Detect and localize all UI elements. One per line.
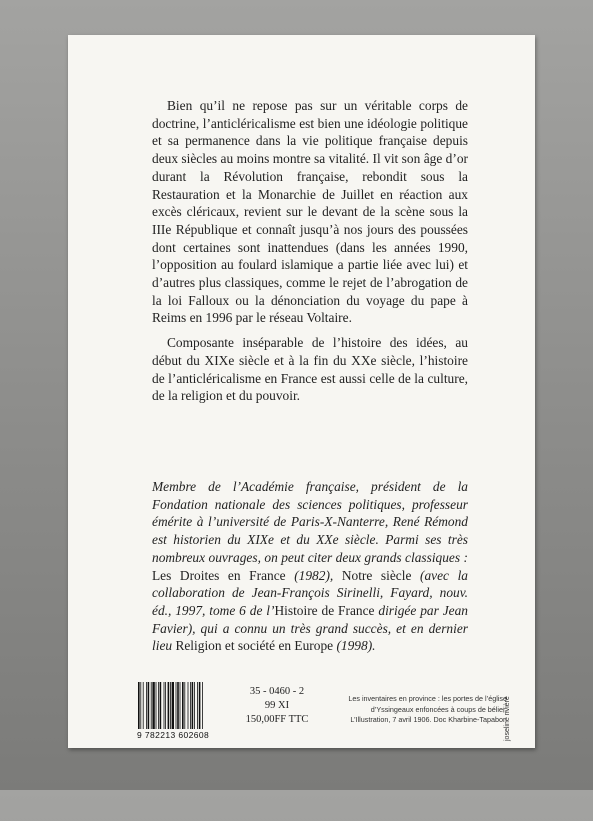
caption-line-2: d’Yssingeaux enfoncées à coups de bélier, <box>370 704 507 714</box>
barcode-bar <box>182 682 184 729</box>
barcode-bars <box>137 682 223 729</box>
bio-part-3: (avec la collaboration de Jean-François Sirinelli, Fayard, nouv. éd., 1997, tome 6 de l’ <box>152 567 468 618</box>
barcode-bar <box>168 682 170 729</box>
barcode-bar <box>180 682 181 729</box>
bio-title-1: Les Droites en France <box>152 567 286 583</box>
caption-line-3: L’Illustration, 7 avril 1906. Doc Kharbine-Tapabor. <box>350 715 507 724</box>
bio-part-5: (1998). <box>333 638 376 654</box>
bio-title-3: Histoire de France <box>274 602 375 618</box>
caption-line-1: Les inventaires en province : les portes de l’église <box>348 694 507 703</box>
code-line-1: 35 - 0460 - 2 <box>249 686 305 697</box>
barcode-bar <box>151 682 152 729</box>
barcode-bar <box>138 682 140 729</box>
barcode-bar <box>199 682 201 729</box>
code-line-2: 99 XI <box>264 700 290 711</box>
barcode-bar <box>140 682 141 729</box>
bio-title-4: Religion et société en Europe <box>175 638 334 654</box>
barcode-bar <box>172 682 174 729</box>
barcode-bar <box>188 682 189 729</box>
barcode-bar <box>194 682 195 729</box>
barcode-bar <box>170 682 171 729</box>
summary-paragraph-1: Bien qu’il ne repose pas sur un véritable corps de doctrine, l’anticléricalisme est bien une idéologie politique et sa permanence dans la vie politique française depuis deux siècles au moins montre sa vitalité. Il vit son âge d’or durant la Révolution française, rebondit sous la Restauration et la Monarchie de Juillet en réaction aux excès cléricaux, revient sur le devant de la scène sous la IIIe République et connaît jusqu’à nos jours des poussées dont certaines sont inattendues (dans les années 1990, l’opposition au foulard islamique a partie liée avec lui) et d’autres plus classiques, comme le rejet de l’abrogation de la loi Falloux ou la dénonciation du voyage du pape à Reims en 1996 par le réseau Voltaire. <box>152 98 468 326</box>
bio-part-4: dirigée par Jean Favier), qui a connu un très grand succès, et en dernier lieu <box>152 602 468 654</box>
price-codes <box>232 685 322 727</box>
barcode-bar <box>158 682 159 729</box>
bio-part-2: (1982), <box>285 567 342 583</box>
barcode-bar <box>143 682 144 729</box>
barcode-bar <box>152 682 154 729</box>
barcode-bar <box>177 682 179 729</box>
barcode-bar <box>184 682 185 729</box>
image-caption <box>324 694 507 726</box>
summary-paragraph-2: Composante inséparable de l’histoire des idées, au début du XIXe siècle et à la fin du XXe siècle, l’histoire de l’anticléricalisme en France est aussi celle de la culture, de la religion et du pouvoir. <box>152 335 468 404</box>
designer-credit-wrap <box>504 696 514 821</box>
barcode-bar <box>165 682 166 729</box>
designer-credit: joseline rivière <box>504 696 511 741</box>
barcode-bar <box>190 682 191 729</box>
barcode-bar <box>192 682 194 729</box>
barcode-bar <box>160 682 162 729</box>
barcode-bar <box>164 682 165 729</box>
barcode-bar <box>146 682 147 729</box>
bio-part-1: Membre de l’Académie française, président de la Fondation nationale des sciences politiques, professeur émérite à l’université de Paris-X-Nanterre, René Rémond est historien du XIXe et du XXe siècle. Parmi ses très nombreux ouvrages, on peut citer deux grands classiques : <box>152 479 468 565</box>
code-line-3: 150,00FF TTC <box>245 714 309 725</box>
book-back-cover <box>68 35 535 748</box>
barcode-bar <box>202 682 203 729</box>
bio-title-2: Notre siècle <box>341 567 412 583</box>
summary-text <box>152 97 468 412</box>
barcode-bar <box>156 682 157 729</box>
author-bio <box>152 478 468 655</box>
barcode-bar <box>176 682 177 729</box>
barcode-bar <box>197 682 198 729</box>
barcode-bar <box>148 682 150 729</box>
isbn-barcode <box>137 682 225 742</box>
barcode-number: 9 782213 602608 <box>137 730 210 740</box>
